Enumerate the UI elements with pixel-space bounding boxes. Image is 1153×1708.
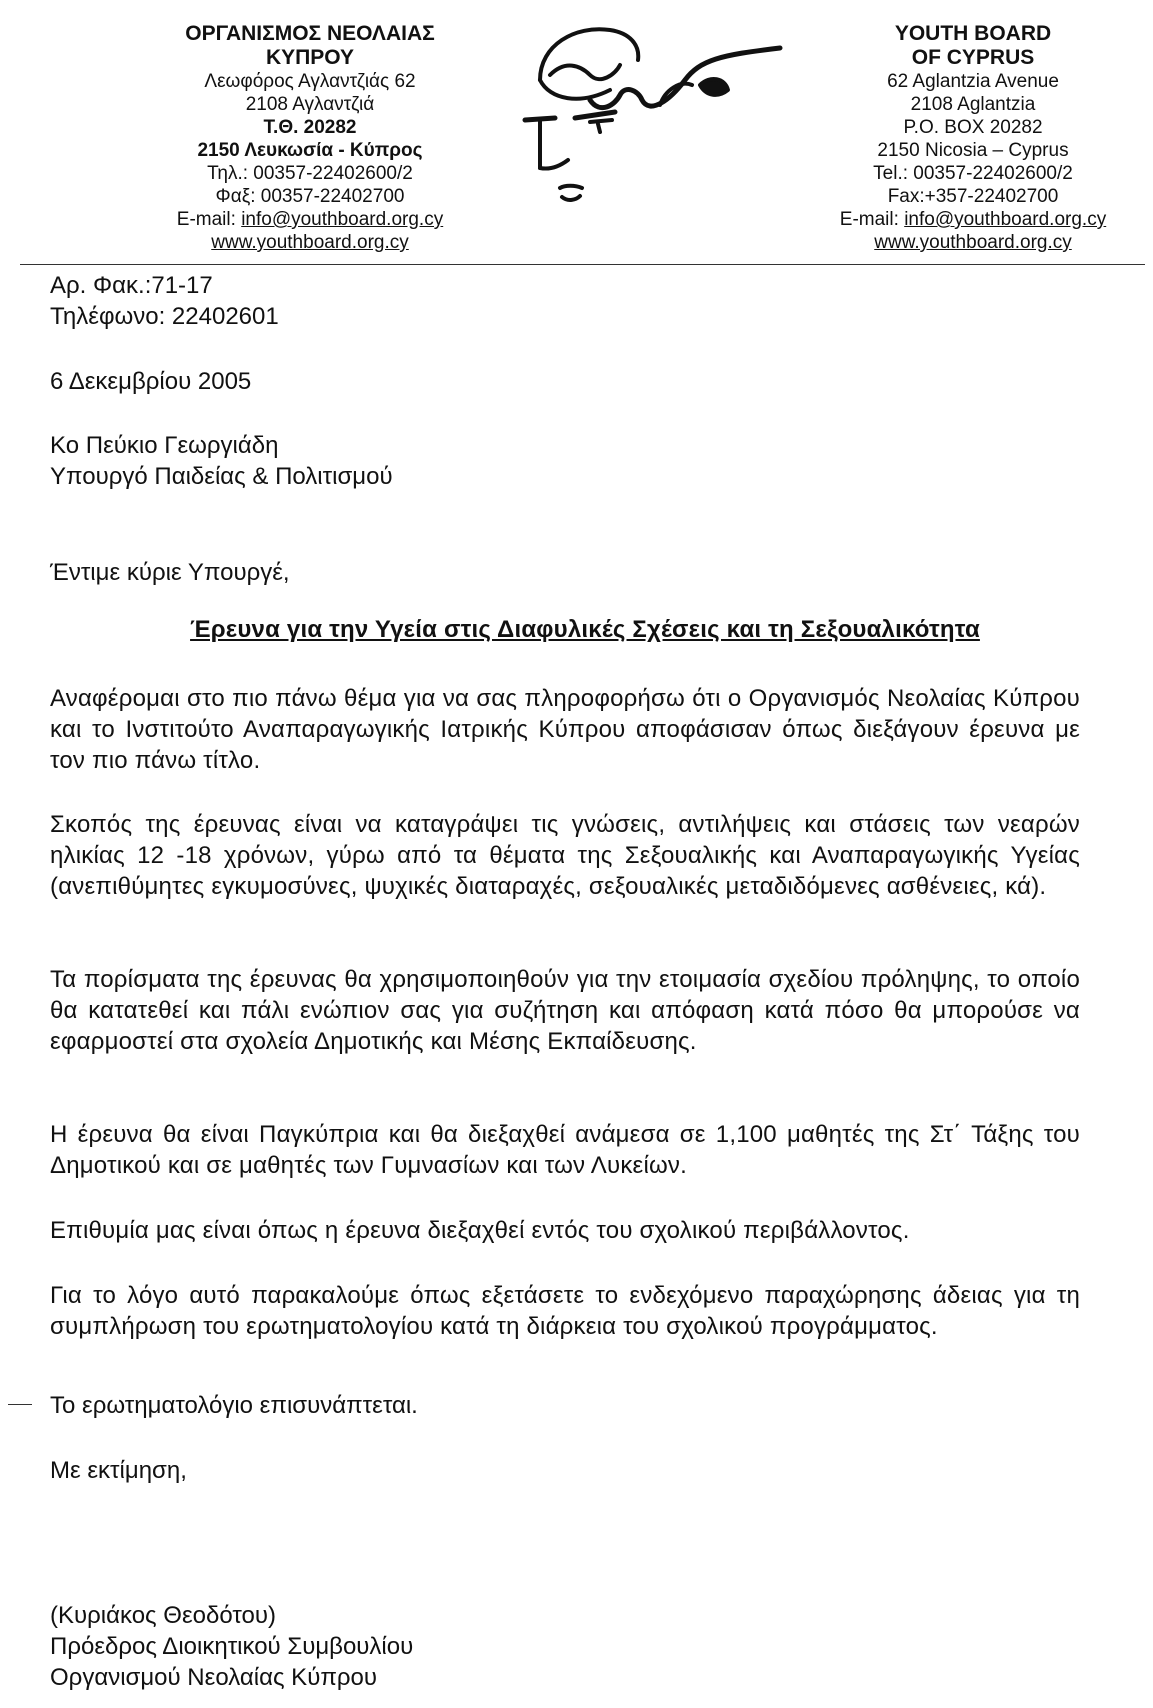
signatory-name: (Κυριάκος Θεοδότου) xyxy=(50,1602,276,1629)
phone-greek: Τηλ.: 00357-22402600/2 xyxy=(207,163,413,184)
body-paragraph-3: Τα πορίσματα της έρευνας θα χρησιμοποιηθούν για την ετοιμασία σχεδίου πρόληψης, το οποίο θα κατατεθεί και πάλι ενώπιον σας για συζήτηση και απόφαση κατά πόσο θα μπορούσε να εφαρμοστεί στα σχολεία Δημοτικής και Μέσης Εκπαίδευσης. xyxy=(50,966,1080,1055)
org-name-english-line1: YOUTH BOARD xyxy=(894,22,1052,45)
file-number: Αρ. Φακ.:71-17 xyxy=(50,272,213,299)
org-name-greek-line1: ΟΡΓΑΝΙΣΜΟΣ ΝΕΟΛΑΙΑΣ xyxy=(185,22,435,45)
signatory-position-line2: Οργανισμού Νεολαίας Κύπρου xyxy=(50,1664,377,1691)
website-link[interactable]: www.youthboard.org.cy xyxy=(874,232,1072,253)
website-link[interactable]: www.youthboard.org.cy xyxy=(211,232,409,253)
reference-phone: Τηλέφωνο: 22402601 xyxy=(50,303,279,330)
fax-greek: Φαξ: 00357-22402700 xyxy=(215,186,405,207)
recipient-title: Υπουργό Παιδείας & Πολιτισμού xyxy=(50,463,393,490)
email-link[interactable]: info@youthboard.org.cy xyxy=(904,209,1107,230)
email-label: E-mail: xyxy=(839,209,905,230)
address-greek: Λεωφόρος Αγλαντζιάς 62 xyxy=(204,71,416,92)
body-paragraph-6: Για το λόγο αυτό παρακαλούμε όπως εξετάσετε το ενδεχόμενο παραχώρησης άδειας για τη συμπλήρωση του ερωτηματολογίου κατά τη διάρκεια του σχολικού προγράμματος. xyxy=(50,1282,1080,1340)
po-box-greek: Τ.Θ. 20282 xyxy=(263,117,357,138)
youth-board-logo-icon xyxy=(520,20,800,220)
header-left xyxy=(150,22,470,254)
city-english: 2150 Nicosia – Cyprus xyxy=(877,140,1069,161)
email-label: E-mail: xyxy=(176,209,242,230)
body-paragraph-7: Το ερωτηματολόγιο επισυνάπτεται. xyxy=(50,1392,418,1419)
fax-english: Fax:+357-22402700 xyxy=(887,186,1059,207)
salutation: Έντιμε κύριε Υπουργέ, xyxy=(50,559,290,586)
body-paragraph-2: Σκοπός της έρευνας είναι να καταγράψει τις γνώσεις, αντιλήψεις και στάσεις των νεαρών ηλικίας 12 -18 χρόνων, γύρω από τα θέματα της Σεξουαλικής και Αναπαραγωγικής Υγείας (ανεπιθύμητες εγκυμοσύνες, ψυχικές διαταραχές, σεξουαλικές μεταδιδόμενες ασθένειες, κά). xyxy=(50,811,1080,900)
header-right xyxy=(818,22,1128,254)
address-english: 62 Aglantzia Avenue xyxy=(887,71,1059,92)
body-paragraph-4: Η έρευνα θα είναι Παγκύπρια και θα διεξαχθεί ανάμεσα σε 1,100 μαθητές της Στ΄ Τάξης του Δημοτικού και σε μαθητές των Γυμνασίων και των Λυκείων. xyxy=(50,1121,1080,1179)
postal-greek: 2108 Αγλαντζιά xyxy=(245,94,375,115)
closing: Με εκτίμηση, xyxy=(50,1457,187,1484)
letter-subject: Έρευνα για την Υγεία στις Διαφυλικές Σχέσεις και τη Σεξουαλικότητα xyxy=(190,616,980,643)
letter-date: 6 Δεκεμβρίου 2005 xyxy=(50,368,252,395)
body-paragraph-5: Επιθυμία μας είναι όπως η έρευνα διεξαχθεί εντός του σχολικού περιβάλλοντος. xyxy=(50,1217,910,1244)
signatory-position-line1: Πρόεδρος Διοικητικού Συμβουλίου xyxy=(50,1633,414,1660)
recipient-name: Κο Πεύκιο Γεωργιάδη xyxy=(50,432,279,459)
org-name-english-line2: OF CYPRUS xyxy=(911,46,1035,69)
po-box-english: P.O. BOX 20282 xyxy=(903,117,1043,138)
email-line-english xyxy=(818,208,1128,231)
body-paragraph-1: Αναφέρομαι στο πιο πάνω θέμα για να σας πληροφορήσω ότι ο Οργανισμός Νεολαίας Κύπρου και το Ινστιτούτο Αναπαραγωγικής Ιατρικής Κύπρου αποφάσισαν όπως διεξάγουν έρευνα με τον πιο πάνω τίτλο. xyxy=(50,685,1080,774)
email-link[interactable]: info@youthboard.org.cy xyxy=(241,209,444,230)
city-greek: 2150 Λευκωσία - Κύπρος xyxy=(197,140,423,161)
phone-english: Tel.: 00357-22402600/2 xyxy=(873,163,1073,184)
postal-english: 2108 Aglantzia xyxy=(910,94,1036,115)
margin-mark xyxy=(8,1404,32,1405)
header-divider xyxy=(20,264,1145,265)
email-line-greek xyxy=(150,208,470,231)
org-name-greek-line2: ΚΥΠΡΟΥ xyxy=(265,46,355,69)
